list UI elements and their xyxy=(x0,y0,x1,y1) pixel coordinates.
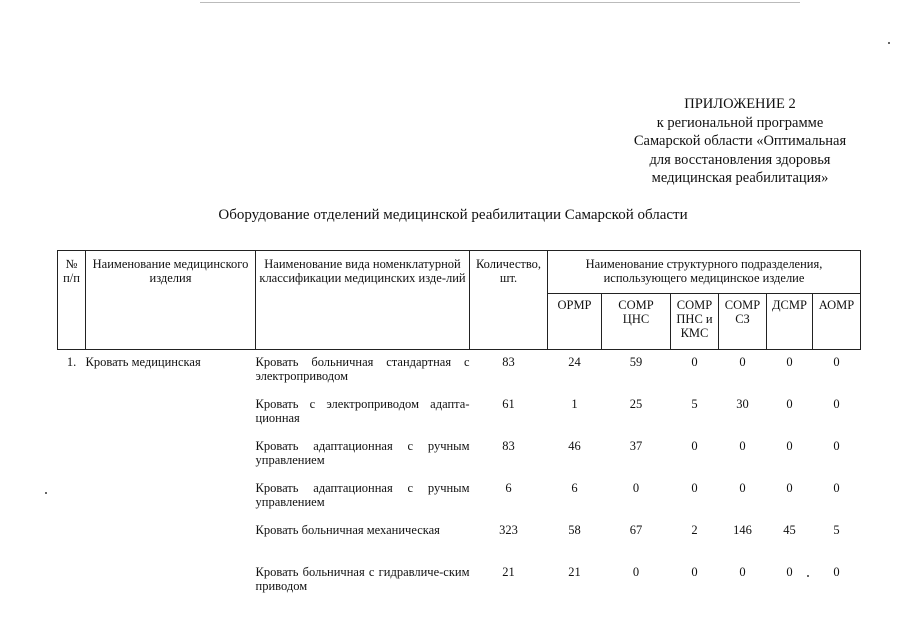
annex-line: к региональной программе xyxy=(656,114,824,131)
scan-speck xyxy=(45,492,47,494)
unit-cell: 6 xyxy=(571,481,578,495)
kind-cell: Кровать больничная стандартная с электроприводом xyxy=(255,355,470,383)
unit-cell: 0 xyxy=(786,481,793,495)
unit-cell: 0 xyxy=(632,565,640,579)
unit-cell: 46 xyxy=(568,439,581,453)
quantity-cell: 61 xyxy=(502,397,515,411)
equipment-table xyxy=(57,250,861,602)
annex-line: Самарской области «Оптимальная xyxy=(633,133,847,149)
scan-speck xyxy=(888,42,890,44)
document-title: Оборудование отделений медицинской реабилитации Самарской области xyxy=(218,207,688,223)
row-number: 1. xyxy=(66,355,77,369)
annex-line: для восстановления здоровья xyxy=(649,151,831,168)
unit-cell: 0 xyxy=(833,355,840,369)
header-unit-somr-pns: СОМР ПНС и КМС xyxy=(671,293,719,349)
kind-cell: Кровать адаптационная с ручным управлением xyxy=(255,481,470,509)
unit-cell: 45 xyxy=(783,523,796,537)
table-row xyxy=(58,476,861,518)
kind-cell: Кровать с электроприводом адапта-ционная xyxy=(255,397,470,425)
header-quantity: Количество, шт. xyxy=(470,251,548,350)
unit-cell: 37 xyxy=(629,439,643,453)
unit-cell: 67 xyxy=(629,523,643,537)
table-row xyxy=(58,560,861,602)
kind-cell: Кровать больничная механическая xyxy=(255,523,440,537)
top-scan-line xyxy=(200,2,800,3)
unit-cell: 0 xyxy=(691,355,698,369)
unit-cell: 0 xyxy=(691,439,698,453)
unit-cell: 58 xyxy=(568,523,581,537)
unit-cell: 5 xyxy=(691,397,698,411)
header-device: Наименование медицинского изделия xyxy=(86,251,256,350)
unit-cell: 0 xyxy=(632,481,640,495)
unit-cell: 1 xyxy=(571,397,578,411)
header-unit-somr-sz: СОМР СЗ xyxy=(719,293,767,349)
table-header-row xyxy=(58,251,861,294)
unit-cell: 0 xyxy=(833,439,840,453)
unit-cell: 0 xyxy=(833,397,840,411)
unit-cell: 0 xyxy=(691,481,698,495)
unit-cell: 0 xyxy=(833,565,840,579)
unit-cell: 21 xyxy=(568,565,581,579)
header-kind: Наименование вида номенклатурной классификации медицинских изде-лий xyxy=(256,251,470,350)
kind-cell: Кровать адаптационная с ручным управлением xyxy=(255,439,470,467)
unit-cell: 0 xyxy=(786,397,793,411)
kind-cell: Кровать больничная с гидравличе-ским приводом xyxy=(255,565,470,593)
unit-cell: 0 xyxy=(786,565,793,579)
header-unit-ormr: ОРМР xyxy=(548,293,602,349)
quantity-cell: 83 xyxy=(502,355,515,369)
header-unit-somr-cns: СОМР ЦНС xyxy=(602,293,671,349)
table-row xyxy=(58,434,861,476)
quantity-cell: 323 xyxy=(499,523,518,537)
unit-cell: 0 xyxy=(739,481,746,495)
unit-cell: 0 xyxy=(739,439,746,453)
unit-cell: 30 xyxy=(736,397,749,411)
annex-line: медицинская реабилитация» xyxy=(651,170,829,186)
table-row xyxy=(58,392,861,434)
quantity-cell: 21 xyxy=(502,565,515,579)
header-num: № п/п xyxy=(58,251,86,350)
header-units-group: Наименование структурного подразделения, использующего медицинское изделие xyxy=(548,251,861,294)
unit-cell: 0 xyxy=(739,355,746,369)
quantity-cell: 83 xyxy=(502,439,515,453)
device-name: Кровать медицинская xyxy=(85,355,201,369)
unit-cell: 0 xyxy=(786,439,793,453)
quantity-cell: 6 xyxy=(505,481,512,495)
annex-heading xyxy=(600,95,880,188)
unit-cell: 146 xyxy=(733,523,752,537)
unit-cell: 0 xyxy=(691,565,698,579)
unit-cell: 25 xyxy=(629,397,643,411)
table-row xyxy=(58,518,861,560)
unit-cell: 2 xyxy=(691,523,698,537)
unit-cell: 5 xyxy=(833,523,840,537)
header-unit-aomr: АОМР xyxy=(813,293,861,349)
header-unit-dsmr: ДСМР xyxy=(767,293,813,349)
unit-cell: 24 xyxy=(568,355,581,369)
unit-cell: 0 xyxy=(833,481,840,495)
unit-cell: 59 xyxy=(629,355,643,369)
unit-cell: 0 xyxy=(739,565,746,579)
unit-cell: 0 xyxy=(786,355,793,369)
annex-line: ПРИЛОЖЕНИЕ 2 xyxy=(684,96,796,112)
table-row xyxy=(58,350,861,393)
